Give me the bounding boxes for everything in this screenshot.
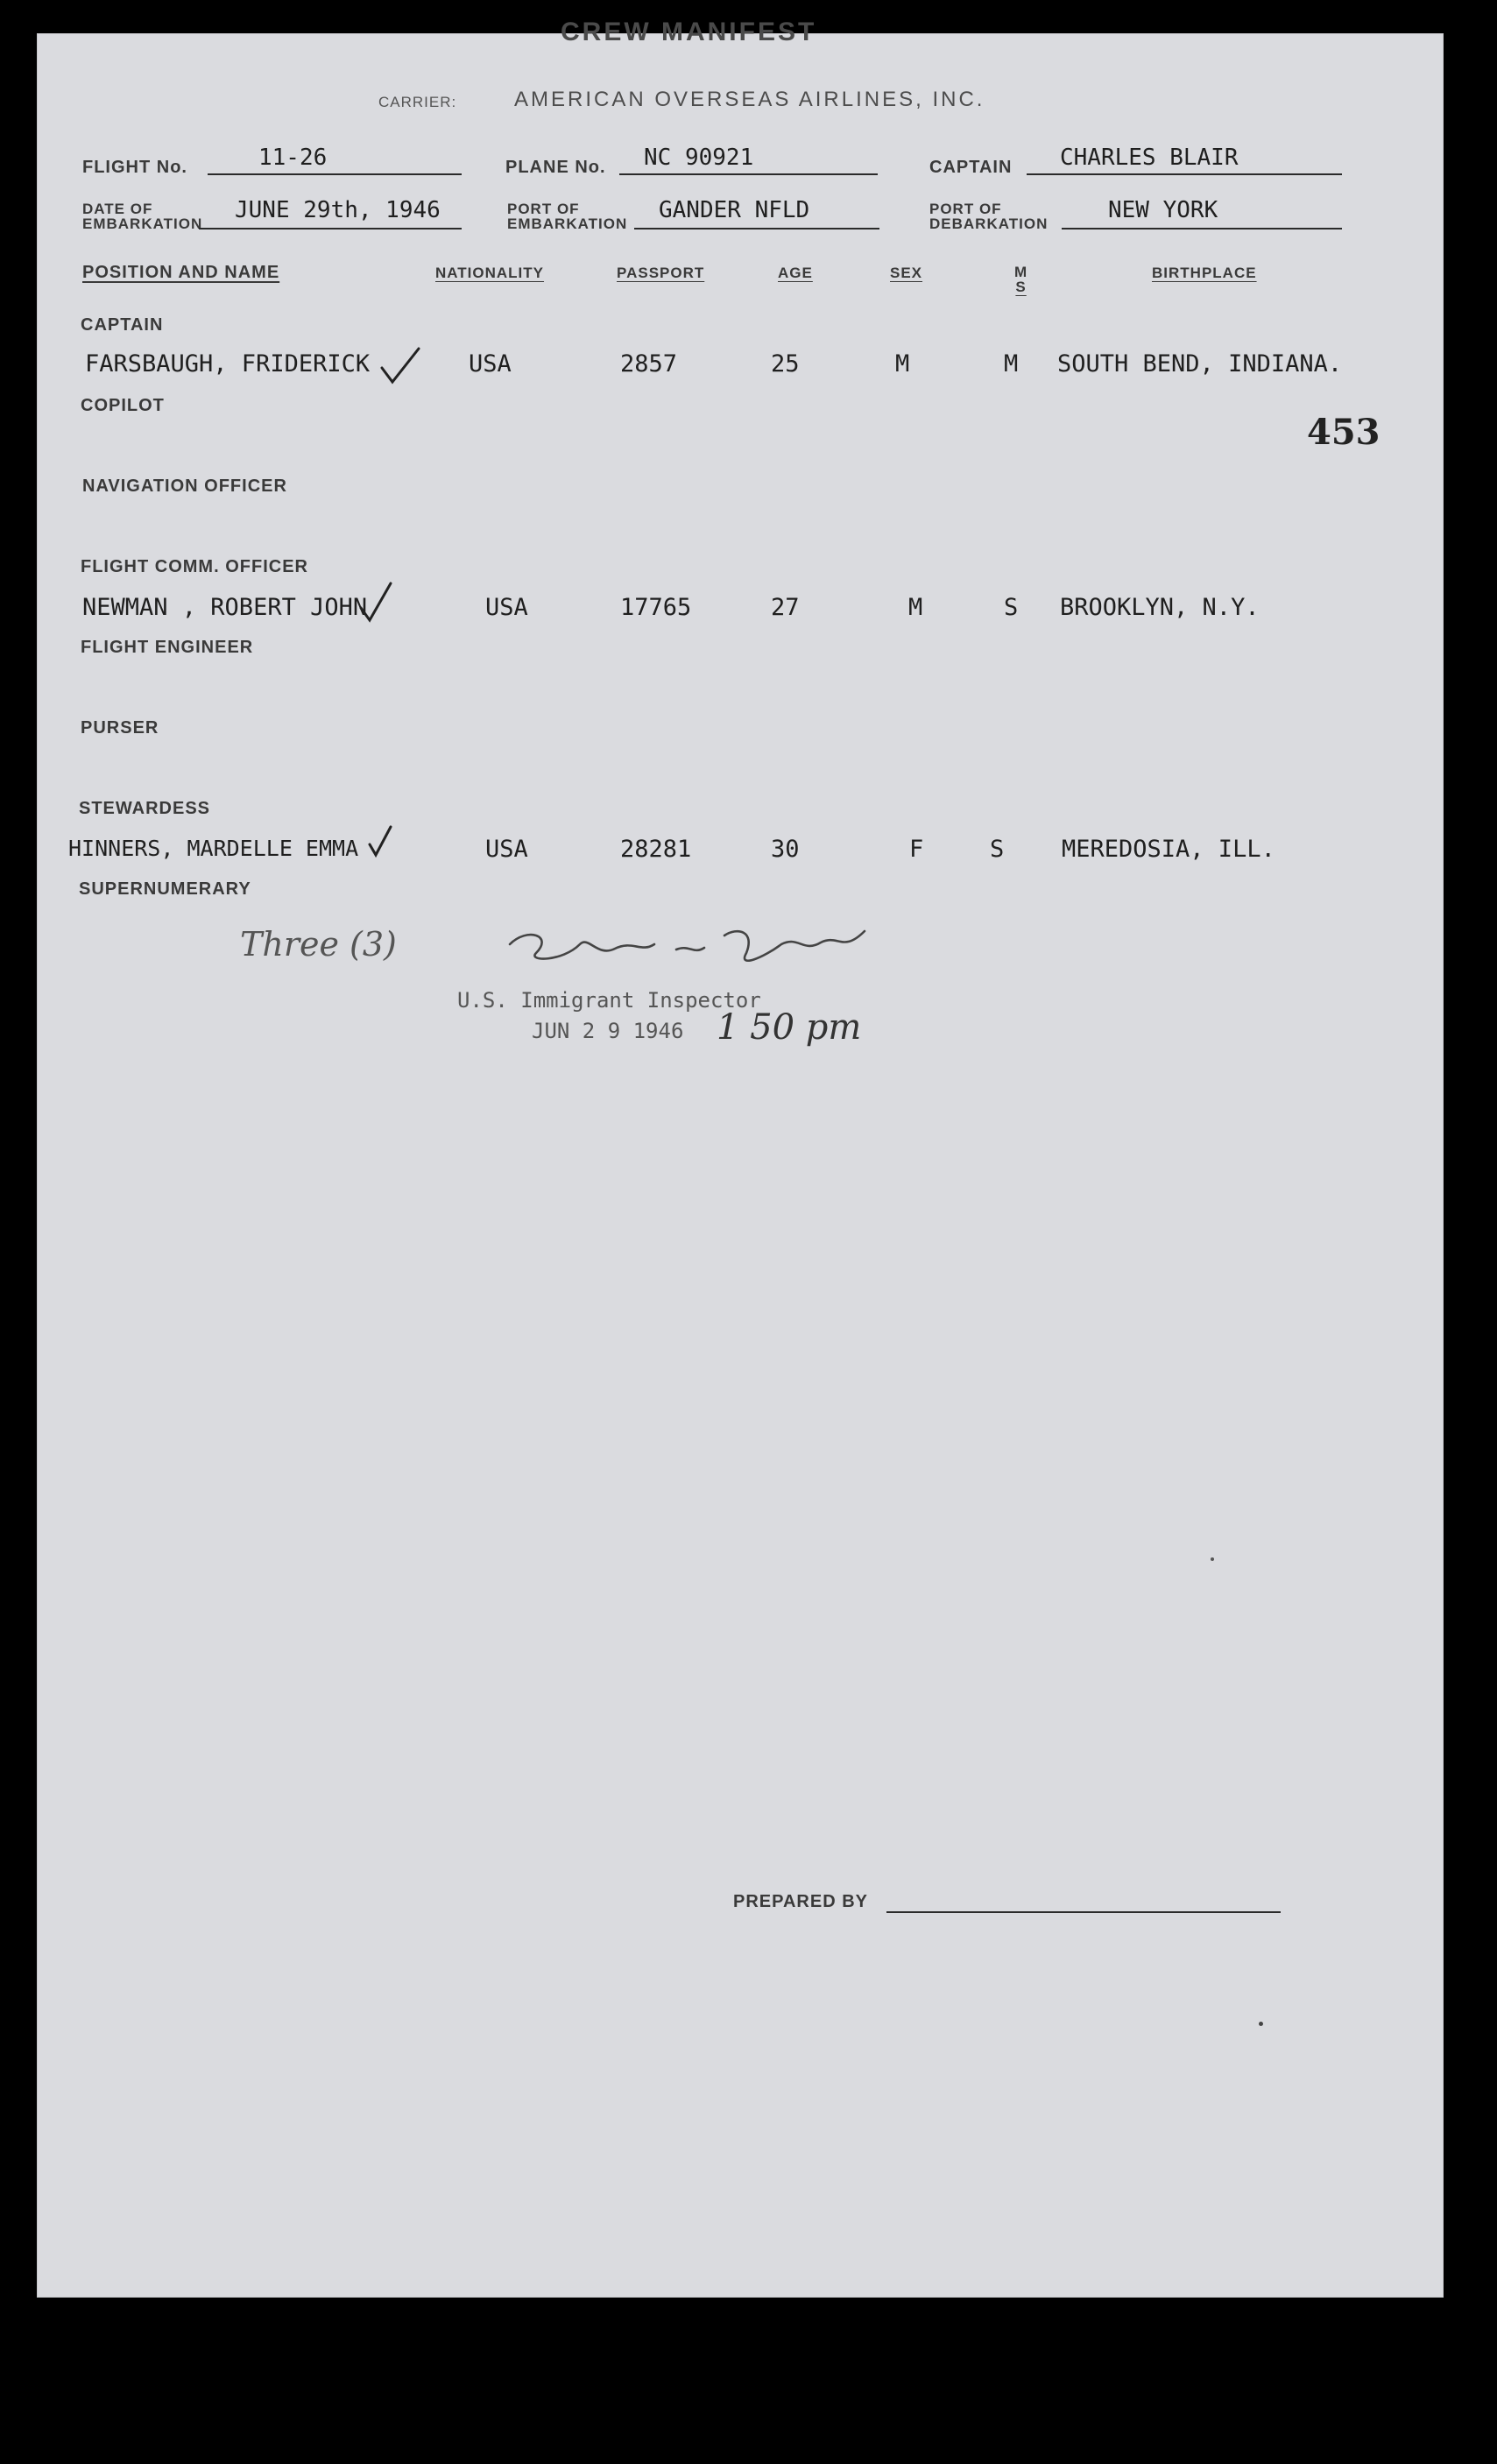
captain-value: CHARLES BLAIR xyxy=(1060,145,1239,171)
flight-no-value: 11-26 xyxy=(258,145,328,171)
port-debarkation-label: PORT OF DEBARKATION xyxy=(929,201,1049,232)
section-flight-comm-officer: FLIGHT COMM. OFFICER xyxy=(81,557,308,576)
crew-name: NEWMAN , ROBERT JOHN xyxy=(82,594,368,621)
crew-marital-status: S xyxy=(1004,594,1019,621)
check-mark-icon xyxy=(378,345,422,389)
date-label: DATE OF EMBARKATION xyxy=(82,201,203,232)
form-title: CREW MANIFEST xyxy=(561,18,817,46)
section-flight-engineer: FLIGHT ENGINEER xyxy=(81,638,254,657)
crew-birthplace: MEREDOSIA, ILL. xyxy=(1062,836,1275,863)
plane-no-label: PLANE No. xyxy=(505,158,606,177)
crew-nationality: USA xyxy=(485,836,528,863)
section-purser: PURSER xyxy=(81,718,159,738)
col-age: AGE xyxy=(778,265,813,281)
carrier-label: CARRIER: xyxy=(378,94,457,110)
prepared-by-label: PREPARED BY xyxy=(733,1892,868,1911)
port-embarkation-label: PORT OF EMBARKATION xyxy=(507,201,628,232)
flight-no-label: FLIGHT No. xyxy=(82,158,187,177)
crew-age: 27 xyxy=(771,594,800,621)
check-mark-icon xyxy=(359,582,394,625)
captain-label: CAPTAIN xyxy=(929,158,1013,177)
port-embarkation-value: GANDER NFLD xyxy=(659,197,810,223)
handwritten-time: 1 50 pm xyxy=(717,1007,862,1048)
col-birthplace: BIRTHPLACE xyxy=(1152,265,1257,281)
inspector-signature xyxy=(501,918,878,979)
port-debarkation-value: NEW YORK xyxy=(1108,197,1218,223)
crew-passport: 28281 xyxy=(620,836,692,863)
crew-age: 30 xyxy=(771,836,800,863)
inspector-stamp-line: U.S. Immigrant Inspector xyxy=(457,988,761,1013)
inspector-stamp-date: JUN 2 9 1946 xyxy=(532,1019,684,1043)
manifest-page xyxy=(37,18,1444,2298)
crew-marital-status: S xyxy=(990,836,1005,863)
crew-birthplace: BROOKLYN, N.Y. xyxy=(1060,594,1260,621)
section-captain: CAPTAIN xyxy=(81,315,164,335)
carrier-name: AMERICAN OVERSEAS AIRLINES, INC. xyxy=(514,88,985,111)
crew-age: 25 xyxy=(771,350,800,378)
section-stewardess: STEWARDESS xyxy=(79,799,211,818)
col-position-name: POSITION AND NAME xyxy=(82,263,280,282)
crew-sex: F xyxy=(909,836,924,863)
col-marital-status: M S xyxy=(1014,264,1028,295)
crew-nationality: USA xyxy=(469,350,512,378)
date-value: JUNE 29th, 1946 xyxy=(235,197,441,223)
check-mark-icon xyxy=(368,825,394,860)
crew-passport: 17765 xyxy=(620,594,692,621)
crew-passport: 2857 xyxy=(620,350,678,378)
col-sex: SEX xyxy=(890,265,923,281)
page-number: 453 xyxy=(1307,412,1380,453)
crew-birthplace: SOUTH BEND, INDIANA. xyxy=(1057,350,1343,378)
crew-name: HINNERS, MARDELLE EMMA xyxy=(68,836,359,861)
crew-nationality: USA xyxy=(485,594,528,621)
section-copilot: COPILOT xyxy=(81,396,165,415)
crew-marital-status: M xyxy=(1004,350,1019,378)
col-nationality: NATIONALITY xyxy=(435,265,545,281)
plane-no-value: NC 90921 xyxy=(644,145,754,171)
section-navigation-officer: NAVIGATION OFFICER xyxy=(82,477,287,496)
handwritten-count: Three (3) xyxy=(240,925,397,964)
col-passport: PASSPORT xyxy=(617,265,705,281)
crew-sex: M xyxy=(895,350,910,378)
crew-sex: M xyxy=(908,594,923,621)
crew-name: FARSBAUGH, FRIDERICK xyxy=(85,350,371,378)
section-supernumerary: SUPERNUMERARY xyxy=(79,879,251,899)
